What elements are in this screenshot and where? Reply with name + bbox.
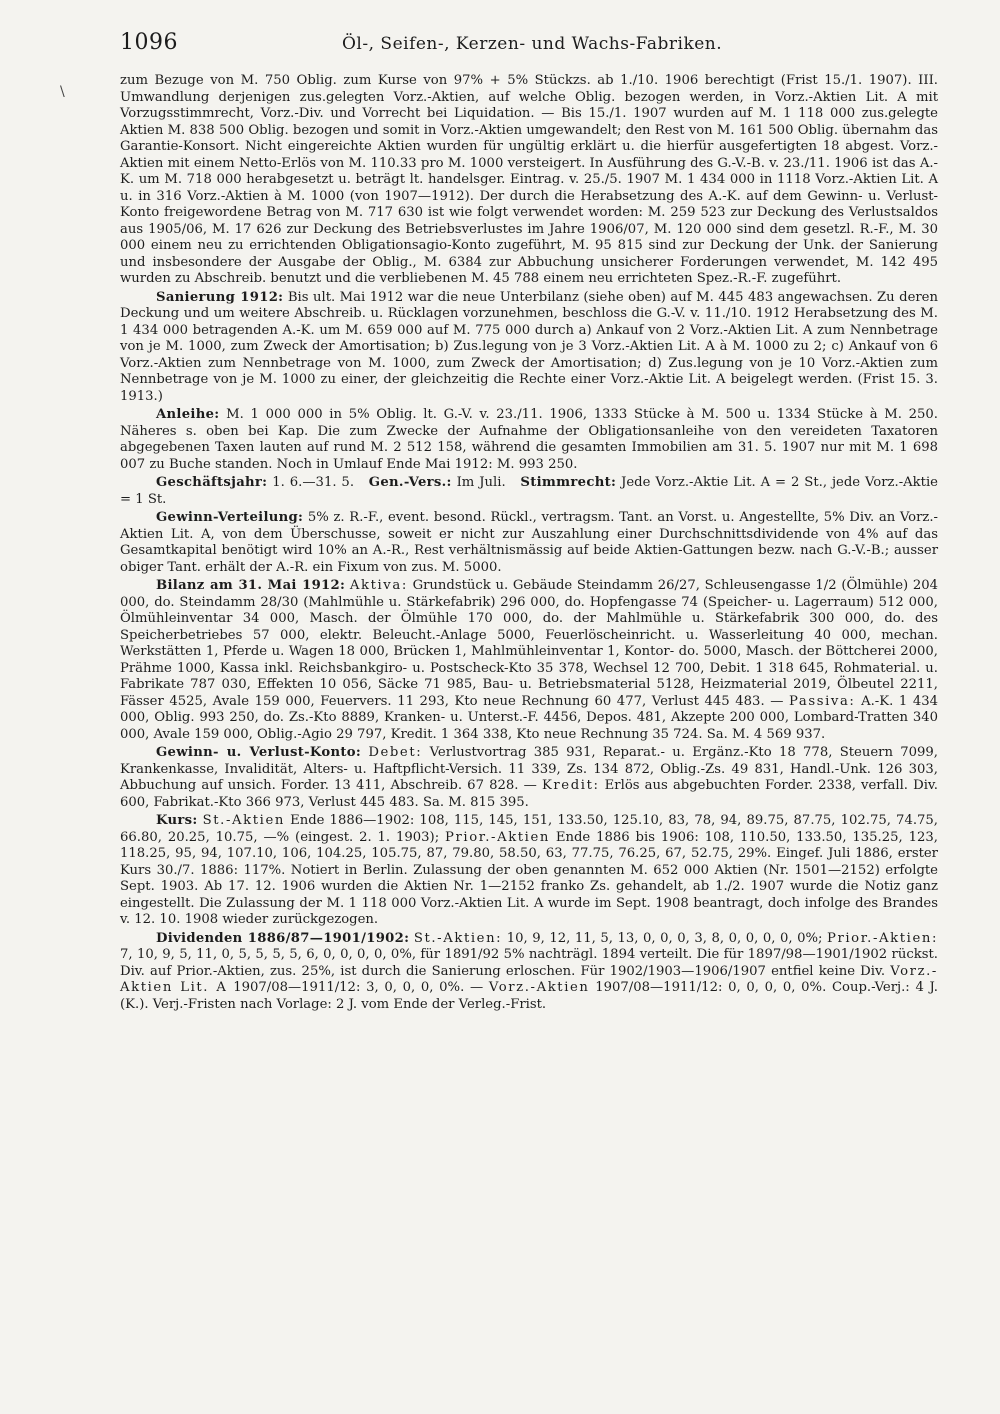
- margin-mark: \: [60, 84, 65, 100]
- dividenden-label: Dividenden 1886/87—1901/1902:: [156, 930, 410, 946]
- page-header: [120, 30, 950, 60]
- guv-paragraph: Gewinn- u. Verlust-Konto: Debet: Verlustvortrag 385 931, Reparat.- u. Ergänz.-Kto 18 778, Steuern 7099, Krankenkasse, Invalidität, Alters- u. Haftpflicht-Versich. 11 339, Zs. 134 872, Oblig.-Zs. 49 831, Handl.-Unk. 126 303, Abbuchung auf unsich. Forder. 13 411, Abschreib. 67 828. — Kredit: Erlös aus abgebuchten Forder. 2338, verfall. Div. 600, Fabrikat.-Kto 366 973, Verlust 445 483. Sa. M. 815 395.: [120, 745, 938, 810]
- guv-label: Gewinn- u. Verlust-Konto:: [156, 745, 361, 760]
- intro-paragraph: zum Bezuge von M. 750 Oblig. zum Kurse von 97% + 5% Stückzs. ab 1./10. 1906 berechtigt (Frist 15./1. 1907). III. Umwandlung derjenigen zus.gelegten Vorz.-Aktien, auf welche Oblig. bezogen werden, in Vorz.-Aktien Lit. A mit Vorzugsstimmrecht, Vorz.-Div. und Vorrecht bei Liquidation. — Bis 15./1. 1907 wurden auf M. 1 118 000 zus.gelegte Aktien M. 838 500 Oblig. bezogen und somit in Vorz.-Aktien umgewandelt; den Rest von M. 161 500 Oblig. übernahm das Garantie-Konsort. Nicht eingereichte Aktien wurden für ungültig erklärt u. die hierfür ausgefertigten 18 abgest. Vorz.-Aktien mit einem Netto-Erlös von M. 110.33 pro M. 1000 versteigert. In Ausführung des G.-V.-B. v. 23./11. 1906 ist das A.-K. um M. 718 000 herabgesetzt u. beträgt lt. handelsger. Eintrag. v. 25./5. 1907 M. 1 434 000 in 1118 Vorz.-Aktien Lit. A u. in 316 Vorz.-Aktien à M. 1000 (von 1907—1912). Der durch die Herabsetzung des A.-K. auf dem Gewinn- u. Verlust-Konto freigewordene Betrag von M. 717 630 ist wie folgt verwendet worden: M. 259 523 zur Deckung des Verlustsaldos aus 1905/06, M. 17 626 zur Deckung des Betriebsverlustes im Jahre 1906/07, M. 120 000 sind dem gesetzl. R.-F., M. 30 000 einem neu zu errichtenden Obligationsagio-Konto zugeführt, M. 95 815 sind zur Deckung der Unk. der Sanierung und insbesondere der Ausgabe der Oblig., M. 6384 zur Abbuchung unsicherer Forderungen verwendet, M. 142 495 wurden zu Abschreib. benutzt und die verbliebenen M. 45 788 einem neu errichteten Spez.-R.-F. zugeführt.: [120, 73, 938, 286]
- sanierung-label: Sanierung 1912:: [156, 289, 284, 305]
- aktiva-label: Aktiva:: [349, 578, 408, 593]
- debet-label: Debet:: [368, 745, 423, 760]
- page-number: 1096: [120, 30, 178, 55]
- kredit-label: Kredit:: [541, 778, 600, 793]
- geschaeftsjahr-label: Geschäftsjahr:: [156, 475, 268, 490]
- running-title: Öl-, Seifen-, Kerzen- und Wachs-Fabriken.: [342, 34, 723, 54]
- gewinn-verteilung-label: Gewinn-Verteilung:: [156, 510, 304, 525]
- document-body: [120, 73, 938, 1015]
- div-st-label: St.-Aktien:: [413, 930, 503, 946]
- anleihe-label: Anleihe:: [156, 407, 220, 422]
- kurs-st-label: St.-Aktien: [202, 813, 285, 828]
- bilanz-paragraph: Bilanz am 31. Mai 1912: Aktiva: Grundstück u. Gebäude Steindamm 26/27, Schleusengasse 1/2 (Ölmühle) 204 000, do. Steindamm 28/30 (Mahlmühle u. Stärkefabrik) 296 000, do. Hopfengasse 74 (Speicher- u. Lagerraum) 512 000, Ölmühleinventar 34 000, Masch. der Ölmühle 170 000, do. der Mahlmühle u. Stärkefabrik 300 000, do. des Speicherbetriebes 57 000, elektr. Beleucht.-Anlage 5000, Feuerlöscheinricht. u. Wasserleitung 40 000, mechan. Werkstätten 1, Pferde u. Wagen 18 000, Brücken 1, Mahlmühleinventar 1, Kontor- do. 5000, Masch. der Böttcherei 2000, Prähme 1000, Kassa inkl. Reichsbankgiro- u. Postscheck-Kto 35 378, Wechsel 12 700, Debit. 1 318 645, Rohmaterial. u. Fabrikate 787 030, Effekten 10 056, Säcke 71 985, Bau- u. Betriebsmaterial 5128, Heizmaterial 2019, Ölbeutel 2211, Fässer 4525, Avale 159 000, Feuervers. 11 293, Kto neue Rechnung 60 477, Verlust 445 483. — Passiva: A.-K. 1 434 000, Oblig. 993 250, do. Zs.-Kto 8889, Kranken- u. Unterst.-F. 4456, Depos. 481, Akzepte 200 000, Lombard-Tratten 340 000, Avale 159 000, Oblig.-Agio 29 797, Kredit. 1 364 338, Kto neue Rechnung 35 724. Sa. M. 4 569 937.: [120, 578, 939, 742]
- kurs-prior-label: Prior.-Aktien: [445, 829, 550, 845]
- div-vorz-a-label: Vorz.-Aktien Lit. A: [120, 963, 938, 995]
- anleihe-paragraph: Anleihe: M. 1 000 000 in 5% Oblig. lt. G.-V. v. 23./11. 1906, 1333 Stücke à M. 500 u. 1334 Stücke à M. 250. Näheres s. oben bei Kap. Die zum Zwecke der Aufnahme der Obligationsanleihe von den vereideten Taxatoren abgegebenen Taxen lauten auf rund M. 2 512 158, während die gesamten Immobilien am 31. 5. 1907 nur mit M. 1 698 007 zu Buche standen. Noch in Umlauf Ende Mai 1912: M. 993 250.: [120, 407, 938, 472]
- stimmrecht-label: Stimmrecht:: [520, 475, 617, 490]
- kurs-paragraph: Kurs: St.-Aktien Ende 1886—1902: 108, 115, 145, 151, 133.50, 125.10, 83, 78, 94, 89.75, 87.75, 102.75, 74.75, 66.80, 20.25, 10.75, —% (eingest. 2. 1. 1903); Prior.-Aktien Ende 1886 bis 1906: 108, 110.50, 133.50, 135.25, 123, 118.25, 95, 94, 107.10, 106, 104.25, 105.75, 87, 79.80, 58.50, 63, 77.75, 76.25, 67, 52.75, 29%. Eingef. Juli 1886, erster Kurs 30./7. 1886: 117%. Notiert in Berlin. Zulassung der oben genannten M. 652 000 Aktien (Nr. 1501—2152) erfolgte Sept. 1903. Ab 17. 12. 1906 wurden die Aktien Nr. 1—2152 franko Zs. gehandelt, ab 1./2. 1907 wurde die Notiz ganz eingestellt. Die Zulassung der M. 1 118 000 Vorz.-Aktien Lit. A wurde im Sept. 1908 beantragt, doch infolge des Brandes v. 12. 10. 1908 wieder zurückgezogen.: [120, 813, 938, 927]
- dividenden-paragraph: Dividenden 1886/87—1901/1902: St.-Aktien: 10, 9, 12, 11, 5, 13, 0, 0, 0, 3, 8, 0, 0, 0, 0, 0%; Prior.-Aktien: 7, 10, 9, 5, 11, 0, 5, 5, 5, 5, 6, 0, 0, 0, 0, 0%, für 1891/92 5% nachträgl. 1894 verteilt. Die für 1897/98—1901/1902 rückst. Div. auf Prior.-Aktien, zus. 25%, ist durch die Sanierung erloschen. Für 1902/1903—1906/1907 entfiel keine Div. Vorz.-Aktien Lit. A 1907/08—1911/12: 3, 0, 0, 0, 0%. — Vorz.-Aktien 1907/08—1911/12: 0, 0, 0, 0, 0%. Coup.-Verj.: 4 J. (K.). Verj.-Fristen nach Vorlage: 2 J. vom Ende der Verleg.-Frist.: [120, 930, 938, 1012]
- div-prior-label: Prior.-Aktien:: [826, 930, 938, 946]
- gewinn-verteilung-paragraph: Gewinn-Verteilung: 5% z. R.-F., event. besond. Rückl., vertragsm. Tant. an Vorst. u. Angestellte, 5% Div. an Vorz.-Aktien Lit. A, von dem Überschusse, soweit er nicht zur Auszahlung einer Durchschnittsdividende von 4% auf das Gesamtkapital benötigt wird 10% an A.-R., Rest verhältnismässig auf beide Aktien-Gattungen bezw. nach G.-V.-B.; ausser obiger Tant. erhält der A.-R. ein Fixum von zus. M. 5000.: [120, 510, 938, 575]
- passiva-label: Passiva:: [789, 693, 856, 709]
- gen-vers-label: Gen.-Vers.:: [368, 475, 452, 490]
- geschaeftsjahr-paragraph: Geschäftsjahr: 1. 6.—31. 5. Gen.-Vers.: Im Juli. Stimmrecht: Jede Vorz.-Aktie Lit. A = 2 St., jede Vorz.-Aktie = 1 St.: [120, 475, 938, 507]
- sanierung-paragraph: Sanierung 1912: Bis ult. Mai 1912 war die neue Unterbilanz (siehe oben) auf M. 445 483 angewachsen. Zu deren Deckung und um weitere Abschreib. u. Rücklagen vorzunehmen, beschloss die G.-V. v. 11./10. 1912 Herabsetzung des M. 1 434 000 betragenden A.-K. um M. 659 000 auf M. 775 000 durch a) Ankauf von 2 Vorz.-Aktien Lit. A zum Nennbetrage von je M. 1000, zum Zweck der Amortisation; b) Zus.legung von je 3 Vorz.-Aktien Lit. A à M. 1000 zu 2; c) Ankauf von 6 Vorz.-Aktien zum Nennbetrage von M. 1000, zum Zweck der Amortisation; d) Zus.legung von je 10 Vorz.-Aktien zum Nennbetrage von je M. 1000 zu einer, der gleichzeitig die Rechte einer Vorz.-Aktie Lit. A beigelegt werden. (Frist 15. 3. 1913.): [120, 289, 938, 404]
- div-vorz-label: Vorz.-Aktien: [488, 980, 590, 995]
- kurs-label: Kurs:: [156, 813, 198, 828]
- bilanz-label: Bilanz am 31. Mai 1912:: [156, 578, 346, 593]
